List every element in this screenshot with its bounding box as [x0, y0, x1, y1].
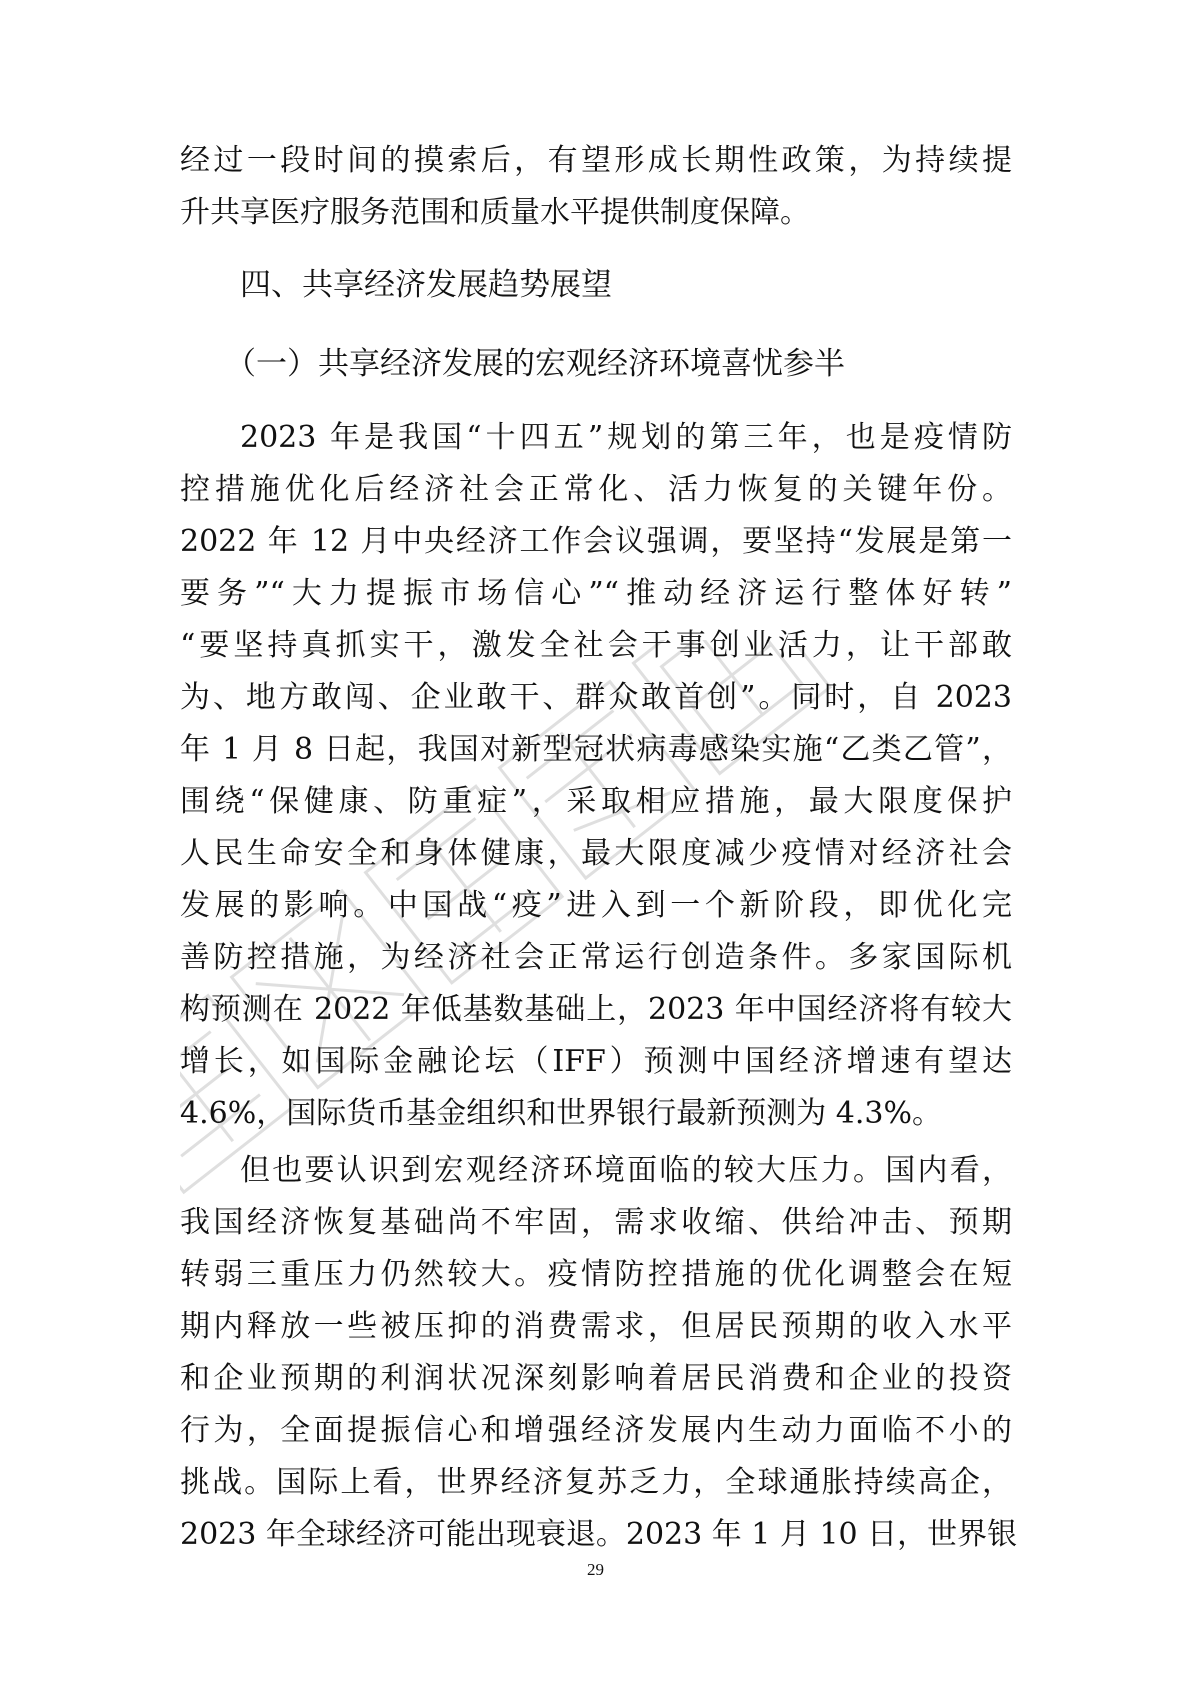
paragraph1-line-14: 4.6%，国际货币基金组织和世界银行最新预测为 4.3%。 — [180, 1096, 942, 1131]
subsection-heading: （一）共享经济发展的宏观经济环境喜忧参半 — [225, 346, 845, 382]
paragraph2-line-3: 转弱三重压力仍然较大。疫情防控措施的优化调整会在短 — [180, 1257, 1012, 1292]
paragraph2-line-5: 和企业预期的利润状况深刻影响着居民消费和企业的投资 — [180, 1361, 1012, 1396]
section-heading: 四、共享经济发展趋势展望 — [240, 267, 612, 303]
paragraph1-line-11: 善防控措施，为经济社会正常运行创造条件。多家国际机 — [180, 940, 1012, 975]
paragraph1-line-8: 围绕“保健康、防重症”，采取相应措施，最大限度保护 — [180, 784, 1012, 819]
paragraph1-line-6: 为、地方敢闯、企业敢干、群众敢首创”。同时，自 2023 — [180, 680, 1012, 715]
intro-line-1: 经过一段时间的摸索后，有望形成长期性政策，为持续提 — [180, 143, 1012, 178]
paragraph1-line-5: “要坚持真抓实干，激发全社会干事创业活力，让干部敢 — [180, 628, 1012, 663]
paragraph1-line-2: 控措施优化后经济社会正常化、活力恢复的关键年份。 — [180, 472, 1012, 507]
paragraph2-line-2: 我国经济恢复基础尚不牢固，需求收缩、供给冲击、预期 — [180, 1205, 1012, 1240]
paragraph1-line-13: 增长，如国际金融论坛（IFF）预测中国经济增速有望达 — [180, 1044, 1012, 1079]
paragraph2-line-1: 但也要认识到宏观经济环境面临的较大压力。国内看， — [240, 1153, 1012, 1188]
intro-line-2: 升共享医疗服务范围和质量水平提供制度保障。 — [180, 195, 810, 230]
paragraph1-line-1: 2023 年是我国“十四五”规划的第三年，也是疫情防 — [240, 420, 1012, 455]
paragraph2-line-8: 2023 年全球经济可能出现衰退。2023 年 1 月 10 日，世界银 — [180, 1517, 1018, 1552]
paragraph2-line-4: 期内释放一些被压抑的消费需求，但居民预期的收入水平 — [180, 1309, 1012, 1344]
paragraph1-line-7: 年 1 月 8 日起，我国对新型冠状病毒感染实施“乙类乙管”， — [180, 732, 1012, 767]
paragraph1-line-10: 发展的影响。中国战“疫”进入到一个新阶段，即优化完 — [180, 888, 1012, 923]
paragraph1-line-3: 2022 年 12 月中央经济工作会议强调，要坚持“发展是第一 — [180, 524, 1012, 559]
paragraph1-line-9: 人民生命安全和身体健康，最大限度减少疫情对经济社会 — [180, 836, 1012, 871]
paragraph2-line-7: 挑战。国际上看，世界经济复苏乏力，全球通胀持续高企， — [180, 1465, 1012, 1500]
paragraph1-line-4: 要务”“大力提振市场信心”“推动经济运行整体好转” — [180, 576, 1012, 611]
page-number: 29 — [587, 1560, 604, 1579]
paragraph2-line-6: 行为，全面提振信心和增强经济发展内生动力面临不小的 — [180, 1413, 1012, 1448]
paragraph1-line-12: 构预测在 2022 年低基数基础上，2023 年中国经济将有较大 — [180, 992, 1012, 1027]
